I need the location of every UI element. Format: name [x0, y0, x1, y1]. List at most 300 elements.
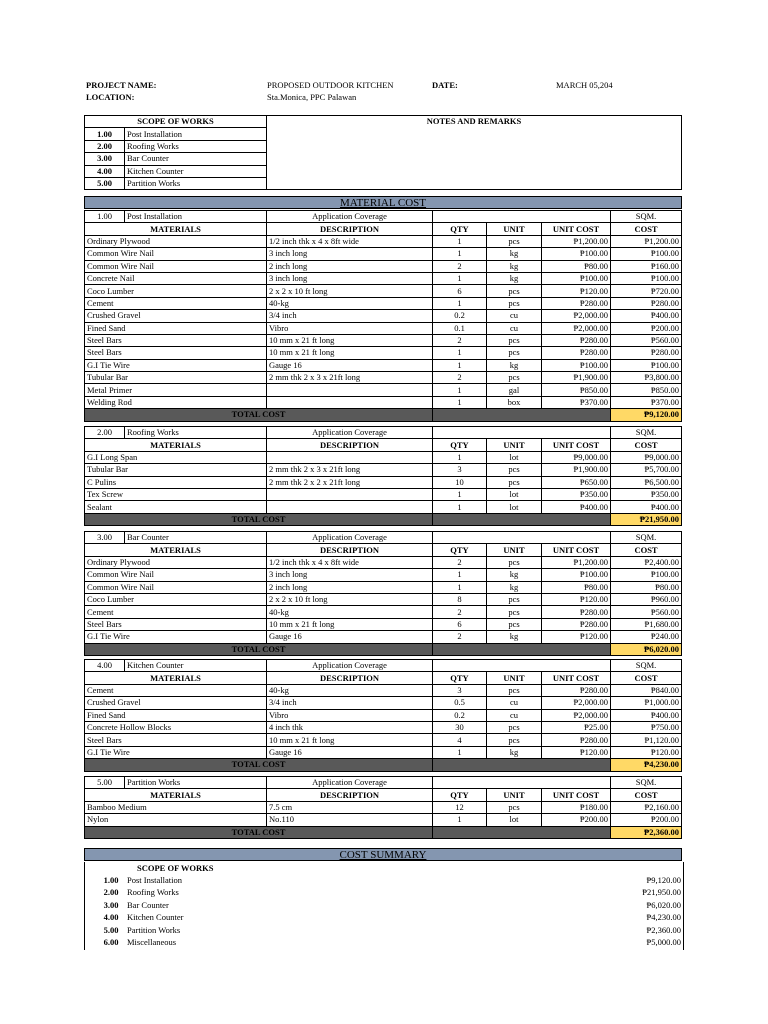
- scope-label: Kitchen Counter: [125, 165, 267, 177]
- col-description: DESCRIPTION: [267, 223, 433, 235]
- description-cell: 10 mm x 21 ft long: [267, 618, 433, 630]
- unit-cost-cell: ₱100.00: [542, 569, 611, 581]
- qty-cell: 1: [433, 347, 487, 359]
- project-name-value: PROPOSED OUTDOOR KITCHEN: [267, 80, 394, 90]
- scope-title: SCOPE OF WORKS: [85, 116, 267, 128]
- col-materials: MATERIALS: [85, 789, 267, 801]
- table-row: [85, 501, 682, 513]
- qty-cell: 2: [433, 556, 487, 568]
- unit-cell: lot: [487, 501, 542, 513]
- unit-cell: kg: [487, 260, 542, 272]
- summary-value: ₱6,020.00: [646, 899, 681, 910]
- qty-cell: 2: [433, 372, 487, 384]
- unit-cell: pcs: [487, 801, 542, 813]
- col-unit-cost: UNIT COST: [542, 789, 611, 801]
- material-cell: Welding Rod: [85, 396, 267, 408]
- description-cell: Vibro: [267, 322, 433, 334]
- summary-row: [85, 911, 683, 923]
- qty-cell: 2: [433, 334, 487, 346]
- table-row: [85, 581, 682, 593]
- col-qty: QTY: [433, 672, 487, 684]
- unit-cost-cell: ₱350.00: [542, 488, 611, 500]
- cost-cell: ₱100.00: [611, 248, 682, 260]
- section-number: 2.00: [85, 427, 125, 439]
- unit-cost-cell: ₱850.00: [542, 384, 611, 396]
- unit-cell: pcs: [487, 372, 542, 384]
- section-table: [84, 531, 682, 656]
- description-cell: 3 inch long: [267, 569, 433, 581]
- cost-cell: ₱1,680.00: [611, 618, 682, 630]
- table-row: [85, 235, 682, 247]
- scope-label: Partition Works: [125, 177, 267, 189]
- description-cell: [267, 384, 433, 396]
- sqm-label: SQM.: [611, 211, 682, 223]
- description-cell: 1/2 inch thk x 4 x 8ft wide: [267, 556, 433, 568]
- col-materials: MATERIALS: [85, 672, 267, 684]
- table-row: [85, 631, 682, 643]
- cost-cell: ₱2,400.00: [611, 556, 682, 568]
- table-row: [85, 593, 682, 605]
- unit-cell: pcs: [487, 556, 542, 568]
- col-unit: UNIT: [487, 544, 542, 556]
- description-cell: 2 mm thk 2 x 3 x 21ft long: [267, 464, 433, 476]
- unit-cost-cell: ₱2,000.00: [542, 310, 611, 322]
- description-cell: 40-kg: [267, 606, 433, 618]
- material-cell: Fined Sand: [85, 709, 267, 721]
- unit-cost-cell: ₱280.00: [542, 334, 611, 346]
- unit-cell: pcs: [487, 721, 542, 733]
- material-cell: C Pulins: [85, 476, 267, 488]
- cost-cell: ₱80.00: [611, 581, 682, 593]
- table-row: [85, 709, 682, 721]
- total-cost-label: TOTAL COST: [85, 409, 433, 421]
- material-cell: Crushed Gravel: [85, 697, 267, 709]
- section-number: 1.00: [85, 211, 125, 223]
- scope-num: 4.00: [85, 165, 125, 177]
- description-cell: 2 x 2 x 10 ft long: [267, 285, 433, 297]
- col-unit: UNIT: [487, 789, 542, 801]
- cost-cell: ₱720.00: [611, 285, 682, 297]
- scope-num: 2.00: [85, 140, 125, 152]
- cost-summary: [84, 862, 684, 950]
- table-row: [85, 606, 682, 618]
- qty-cell: 0.2: [433, 709, 487, 721]
- date-value: MARCH 05,204: [556, 80, 613, 90]
- col-qty: QTY: [433, 439, 487, 451]
- col-unit: UNIT: [487, 439, 542, 451]
- unit-cost-cell: ₱120.00: [542, 746, 611, 758]
- summary-label: Miscellaneous: [127, 937, 177, 947]
- qty-cell: 1: [433, 235, 487, 247]
- unit-cost-cell: ₱100.00: [542, 272, 611, 284]
- total-cost-value: ₱2,360.00: [611, 826, 682, 838]
- material-cost-title-text: MATERIAL COST: [339, 197, 427, 209]
- unit-cost-cell: ₱200.00: [542, 814, 611, 826]
- total-cost-label: TOTAL COST: [85, 759, 433, 771]
- material-cell: G.I Tie Wire: [85, 359, 267, 371]
- table-row: [85, 297, 682, 309]
- description-cell: 10 mm x 21 ft long: [267, 347, 433, 359]
- qty-cell: 1: [433, 581, 487, 593]
- total-cost-label: TOTAL COST: [85, 826, 433, 838]
- unit-cost-cell: ₱1,900.00: [542, 464, 611, 476]
- description-cell: Vibro: [267, 709, 433, 721]
- unit-cost-cell: ₱120.00: [542, 285, 611, 297]
- project-name-label: PROJECT NAME:: [86, 80, 157, 90]
- qty-cell: 1: [433, 501, 487, 513]
- qty-cell: 1: [433, 384, 487, 396]
- description-cell: 3/4 inch: [267, 697, 433, 709]
- table-row: [85, 272, 682, 284]
- cost-cell: ₱200.00: [611, 814, 682, 826]
- unit-cell: cu: [487, 709, 542, 721]
- cost-cell: ₱400.00: [611, 501, 682, 513]
- description-cell: 3/4 inch: [267, 310, 433, 322]
- qty-cell: 6: [433, 285, 487, 297]
- section-table: [84, 426, 682, 526]
- coverage-value: [433, 211, 611, 223]
- col-description: DESCRIPTION: [267, 672, 433, 684]
- material-cell: Steel Bars: [85, 347, 267, 359]
- section-name: Kitchen Counter: [125, 660, 267, 672]
- sqm-label: SQM.: [611, 777, 682, 789]
- location-value: Sta.Monica, PPC Palawan: [267, 92, 357, 102]
- summary-label: Partition Works: [127, 924, 181, 935]
- description-cell: 40-kg: [267, 684, 433, 696]
- table-row: [85, 347, 682, 359]
- total-cost-value: ₱21,950.00: [611, 513, 682, 525]
- unit-cell: pcs: [487, 297, 542, 309]
- cost-cell: ₱960.00: [611, 593, 682, 605]
- total-cost-value: ₱4,230.00: [611, 759, 682, 771]
- material-cell: Concrete Hollow Blocks: [85, 721, 267, 733]
- material-cell: Cement: [85, 606, 267, 618]
- qty-cell: 1: [433, 359, 487, 371]
- material-cell: Cement: [85, 297, 267, 309]
- description-cell: [267, 501, 433, 513]
- description-cell: 10 mm x 21 ft long: [267, 334, 433, 346]
- cost-cell: ₱3,800.00: [611, 372, 682, 384]
- application-coverage: Application Coverage: [267, 427, 433, 439]
- unit-cost-cell: ₱2,000.00: [542, 322, 611, 334]
- col-qty: QTY: [433, 544, 487, 556]
- table-row: [85, 396, 682, 408]
- description-cell: No.110: [267, 814, 433, 826]
- section-number: 3.00: [85, 532, 125, 544]
- table-row: [85, 372, 682, 384]
- col-materials: MATERIALS: [85, 223, 267, 235]
- cost-summary-title: [84, 848, 682, 861]
- unit-cost-cell: ₱100.00: [542, 359, 611, 371]
- table-row: [85, 248, 682, 260]
- col-qty: QTY: [433, 223, 487, 235]
- unit-cell: kg: [487, 581, 542, 593]
- description-cell: 2 mm thk 2 x 2 x 21ft long: [267, 476, 433, 488]
- table-row: [85, 618, 682, 630]
- qty-cell: 6: [433, 618, 487, 630]
- material-cell: Ordinary Plywood: [85, 556, 267, 568]
- qty-cell: 1: [433, 451, 487, 463]
- summary-value: ₱5,000.00: [646, 937, 681, 947]
- application-coverage: Application Coverage: [267, 532, 433, 544]
- unit-cell: pcs: [487, 235, 542, 247]
- table-row: [85, 384, 682, 396]
- table-row: [85, 684, 682, 696]
- unit-cost-cell: ₱280.00: [542, 734, 611, 746]
- summary-label: Post Installation: [127, 875, 183, 885]
- material-cost-title: [84, 196, 682, 209]
- sqm-label: SQM.: [611, 532, 682, 544]
- summary-row: [85, 886, 683, 898]
- summary-value: ₱2,360.00: [646, 924, 681, 935]
- summary-scope-title: SCOPE OF WORKS: [137, 863, 214, 873]
- material-cell: Nylon: [85, 814, 267, 826]
- cost-cell: ₱9,000.00: [611, 451, 682, 463]
- summary-num: 6.00: [103, 937, 119, 947]
- scope-label: Roofing Works: [125, 140, 267, 152]
- cost-cell: ₱1,120.00: [611, 734, 682, 746]
- description-cell: 40-kg: [267, 297, 433, 309]
- summary-label: Bar Counter: [127, 899, 169, 910]
- material-cell: Common Wire Nail: [85, 248, 267, 260]
- summary-num: 2.00: [103, 887, 119, 898]
- qty-cell: 1: [433, 396, 487, 408]
- unit-cost-cell: ₱370.00: [542, 396, 611, 408]
- summary-row: [85, 874, 683, 886]
- qty-cell: 1: [433, 569, 487, 581]
- table-row: [85, 734, 682, 746]
- sqm-label: SQM.: [611, 660, 682, 672]
- description-cell: 2 inch long: [267, 260, 433, 272]
- material-cell: Ordinary Plywood: [85, 235, 267, 247]
- unit-cost-cell: ₱280.00: [542, 618, 611, 630]
- col-unit-cost: UNIT COST: [542, 544, 611, 556]
- table-row: [85, 464, 682, 476]
- section-number: 5.00: [85, 777, 125, 789]
- material-cell: G.I Long Span: [85, 451, 267, 463]
- col-cost: COST: [611, 223, 682, 235]
- notes-title: NOTES AND REMARKS: [267, 116, 682, 190]
- scope-num: 3.00: [85, 153, 125, 165]
- col-description: DESCRIPTION: [267, 789, 433, 801]
- table-row: [85, 260, 682, 272]
- cost-cell: ₱240.00: [611, 631, 682, 643]
- cost-cell: ₱6,500.00: [611, 476, 682, 488]
- table-row: [85, 322, 682, 334]
- col-materials: MATERIALS: [85, 439, 267, 451]
- cost-cell: ₱350.00: [611, 488, 682, 500]
- scope-table: [84, 115, 682, 190]
- total-spacer: [433, 409, 611, 421]
- cost-cell: ₱400.00: [611, 709, 682, 721]
- table-row: [85, 476, 682, 488]
- description-cell: [267, 451, 433, 463]
- qty-cell: 0.5: [433, 697, 487, 709]
- unit-cell: pcs: [487, 464, 542, 476]
- material-cell: G.I Tie Wire: [85, 631, 267, 643]
- application-coverage: Application Coverage: [267, 777, 433, 789]
- material-cell: Common Wire Nail: [85, 260, 267, 272]
- col-description: DESCRIPTION: [267, 544, 433, 556]
- unit-cell: box: [487, 396, 542, 408]
- col-unit-cost: UNIT COST: [542, 672, 611, 684]
- table-row: [85, 359, 682, 371]
- cost-cell: ₱560.00: [611, 606, 682, 618]
- cost-cell: ₱1,000.00: [611, 697, 682, 709]
- col-materials: MATERIALS: [85, 544, 267, 556]
- col-cost: COST: [611, 672, 682, 684]
- unit-cost-cell: ₱120.00: [542, 593, 611, 605]
- cost-cell: ₱560.00: [611, 334, 682, 346]
- summary-num: 4.00: [103, 912, 119, 923]
- cost-cell: ₱120.00: [611, 746, 682, 758]
- material-cell: Tubular Bar: [85, 372, 267, 384]
- table-row: [85, 721, 682, 733]
- section-table: [84, 210, 682, 422]
- table-row: [85, 801, 682, 813]
- table-row: [85, 556, 682, 568]
- cost-cell: ₱200.00: [611, 322, 682, 334]
- cost-cell: ₱280.00: [611, 297, 682, 309]
- table-row: [85, 697, 682, 709]
- total-cost-value: ₱6,020.00: [611, 643, 682, 655]
- description-cell: 3 inch long: [267, 272, 433, 284]
- total-spacer: [433, 826, 611, 838]
- unit-cell: pcs: [487, 606, 542, 618]
- unit-cost-cell: ₱280.00: [542, 684, 611, 696]
- description-cell: 2 mm thk 2 x 3 x 21ft long: [267, 372, 433, 384]
- scope-label: Bar Counter: [125, 153, 267, 165]
- description-cell: 2 x 2 x 10 ft long: [267, 593, 433, 605]
- scope-label: Post Installation: [125, 128, 267, 140]
- summary-num: 1.00: [103, 875, 119, 885]
- summary-num: 5.00: [103, 924, 119, 935]
- col-qty: QTY: [433, 789, 487, 801]
- unit-cell: pcs: [487, 285, 542, 297]
- section-name: Post Installation: [125, 211, 267, 223]
- unit-cost-cell: ₱2,000.00: [542, 709, 611, 721]
- unit-cost-cell: ₱25.00: [542, 721, 611, 733]
- cost-cell: ₱850.00: [611, 384, 682, 396]
- section-name: Roofing Works: [125, 427, 267, 439]
- cost-cell: ₱100.00: [611, 359, 682, 371]
- total-spacer: [433, 643, 611, 655]
- material-cell: Common Wire Nail: [85, 569, 267, 581]
- unit-cell: kg: [487, 746, 542, 758]
- coverage-value: [433, 532, 611, 544]
- application-coverage: Application Coverage: [267, 211, 433, 223]
- summary-label: Roofing Works: [127, 887, 179, 898]
- material-cell: G.I Tie Wire: [85, 746, 267, 758]
- qty-cell: 8: [433, 593, 487, 605]
- unit-cost-cell: ₱180.00: [542, 801, 611, 813]
- unit-cost-cell: ₱80.00: [542, 581, 611, 593]
- summary-value: ₱21,950.00: [642, 887, 681, 898]
- section-table: [84, 776, 682, 839]
- material-cell: Sealant: [85, 501, 267, 513]
- col-cost: COST: [611, 439, 682, 451]
- material-cell: Steel Bars: [85, 734, 267, 746]
- qty-cell: 1: [433, 248, 487, 260]
- summary-num: 3.00: [103, 899, 119, 910]
- col-unit-cost: UNIT COST: [542, 223, 611, 235]
- cost-cell: ₱370.00: [611, 396, 682, 408]
- description-cell: 1/2 inch thk x 4 x 8ft wide: [267, 235, 433, 247]
- col-unit: UNIT: [487, 672, 542, 684]
- scope-num: 5.00: [85, 177, 125, 189]
- unit-cost-cell: ₱1,900.00: [542, 372, 611, 384]
- material-cell: Cement: [85, 684, 267, 696]
- table-row: [85, 746, 682, 758]
- unit-cell: lot: [487, 814, 542, 826]
- unit-cell: pcs: [487, 347, 542, 359]
- unit-cell: cu: [487, 697, 542, 709]
- unit-cell: pcs: [487, 334, 542, 346]
- description-cell: Gauge 16: [267, 631, 433, 643]
- description-cell: 10 mm x 21 ft long: [267, 734, 433, 746]
- summary-value: ₱4,230.00: [646, 912, 681, 923]
- description-cell: 4 inch thk: [267, 721, 433, 733]
- unit-cell: pcs: [487, 476, 542, 488]
- unit-cost-cell: ₱1,200.00: [542, 235, 611, 247]
- qty-cell: 3: [433, 684, 487, 696]
- qty-cell: 4: [433, 734, 487, 746]
- table-row: [85, 814, 682, 826]
- table-row: [85, 451, 682, 463]
- description-cell: 2 inch long: [267, 581, 433, 593]
- section-table: [84, 659, 682, 772]
- unit-cost-cell: ₱280.00: [542, 347, 611, 359]
- section-number: 4.00: [85, 660, 125, 672]
- unit-cost-cell: ₱80.00: [542, 260, 611, 272]
- description-cell: Gauge 16: [267, 746, 433, 758]
- description-cell: [267, 488, 433, 500]
- unit-cost-cell: ₱280.00: [542, 606, 611, 618]
- material-cell: Metal Primer: [85, 384, 267, 396]
- cost-cell: ₱160.00: [611, 260, 682, 272]
- date-label: DATE:: [432, 80, 458, 90]
- qty-cell: 1: [433, 297, 487, 309]
- material-cell: Concrete Nail: [85, 272, 267, 284]
- unit-cost-cell: ₱1,200.00: [542, 556, 611, 568]
- unit-cost-cell: ₱100.00: [542, 248, 611, 260]
- qty-cell: 10: [433, 476, 487, 488]
- cost-cell: ₱100.00: [611, 569, 682, 581]
- material-cell: Coco Lumber: [85, 285, 267, 297]
- unit-cell: gal: [487, 384, 542, 396]
- total-cost-label: TOTAL COST: [85, 513, 433, 525]
- cost-cell: ₱280.00: [611, 347, 682, 359]
- cost-cell: ₱840.00: [611, 684, 682, 696]
- qty-cell: 1: [433, 814, 487, 826]
- unit-cost-cell: ₱120.00: [542, 631, 611, 643]
- qty-cell: 12: [433, 801, 487, 813]
- qty-cell: 0.1: [433, 322, 487, 334]
- location-label: LOCATION:: [86, 92, 135, 102]
- col-cost: COST: [611, 789, 682, 801]
- unit-cost-cell: ₱650.00: [542, 476, 611, 488]
- unit-cell: lot: [487, 488, 542, 500]
- material-cell: Tex Screw: [85, 488, 267, 500]
- qty-cell: 0.2: [433, 310, 487, 322]
- cost-cell: ₱750.00: [611, 721, 682, 733]
- unit-cell: kg: [487, 631, 542, 643]
- application-coverage: Application Coverage: [267, 660, 433, 672]
- unit-cell: kg: [487, 569, 542, 581]
- material-cell: Common Wire Nail: [85, 581, 267, 593]
- unit-cell: cu: [487, 322, 542, 334]
- material-cell: Tubular Bar: [85, 464, 267, 476]
